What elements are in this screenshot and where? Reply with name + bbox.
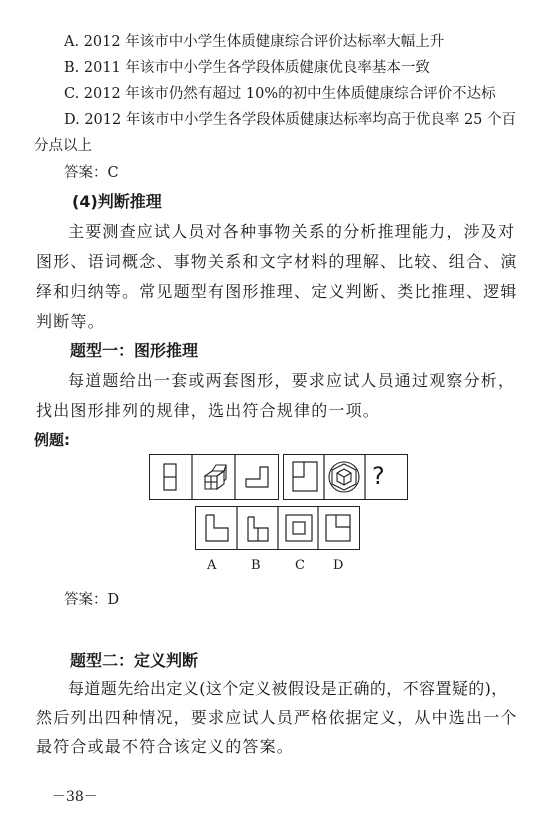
section-paragraph-line-2: 图形、语词概念、事物关系和文字材料的理解、比较、组合、演 bbox=[36, 252, 518, 271]
section-paragraph-line-1: 主要测查应试人员对各种事物关系的分析推理能力，涉及对 bbox=[68, 222, 516, 241]
answer-two: 答案：D bbox=[64, 592, 120, 608]
type-two-title: 题型二：定义判断 bbox=[70, 651, 199, 670]
type-two-line-1: 每道题先给出定义(这个定义被假设是正确的，不容置疑的)， bbox=[68, 679, 508, 698]
figure-option-label-b: B bbox=[251, 558, 261, 573]
section-title: (4)判断推理 bbox=[72, 192, 162, 211]
figure-group-one bbox=[149, 454, 279, 500]
option-a: A. 2012 年该市中小学生体质健康综合评价达标率大幅上升 bbox=[64, 34, 445, 50]
question-mark: ? bbox=[372, 462, 385, 490]
figure-option-label-a: A bbox=[207, 558, 217, 573]
option-b: B. 2011 年该市中小学生各学段体质健康优良率基本一致 bbox=[64, 60, 430, 76]
figure-answer-options bbox=[195, 506, 360, 550]
option-d: D. 2012 年该市中小学生各学段体质健康达标率均高于优良率 25 个百 bbox=[64, 112, 517, 128]
type-two-line-3: 最符合或最不符合该定义的答案。 bbox=[36, 737, 295, 756]
type-one-line-2: 找出图形排列的规律，选出符合规律的一项。 bbox=[36, 401, 381, 420]
answer-one: 答案：C bbox=[64, 165, 119, 181]
example-label: 例题: bbox=[34, 431, 70, 449]
section-paragraph-line-3: 绎和归纳等。常见题型有图形推理、定义判断、类比推理、逻辑 bbox=[36, 282, 518, 301]
section-paragraph-line-4: 判断等。 bbox=[36, 312, 105, 331]
type-one-title: 题型一：图形推理 bbox=[70, 341, 199, 360]
figure-option-label-d: D bbox=[333, 558, 344, 573]
option-c: C. 2012 年该市仍然有超过 10%的初中生体质健康综合评价不达标 bbox=[64, 86, 496, 102]
type-one-line-1: 每道题给出一套或两套图形，要求应试人员通过观察分析， bbox=[68, 371, 516, 390]
figure-answer-options-drawing bbox=[196, 507, 359, 549]
type-two-line-2: 然后列出四种情况，要求应试人员严格依据定义，从中选出一个 bbox=[36, 708, 518, 727]
option-d-continued: 分点以上 bbox=[34, 138, 92, 154]
figure-group-one-drawing bbox=[150, 455, 278, 499]
figure-group-two-drawing bbox=[284, 455, 407, 499]
figure-group-two bbox=[283, 454, 408, 500]
page-number: －38－ bbox=[52, 789, 98, 805]
figure-option-label-c: C bbox=[295, 558, 305, 573]
